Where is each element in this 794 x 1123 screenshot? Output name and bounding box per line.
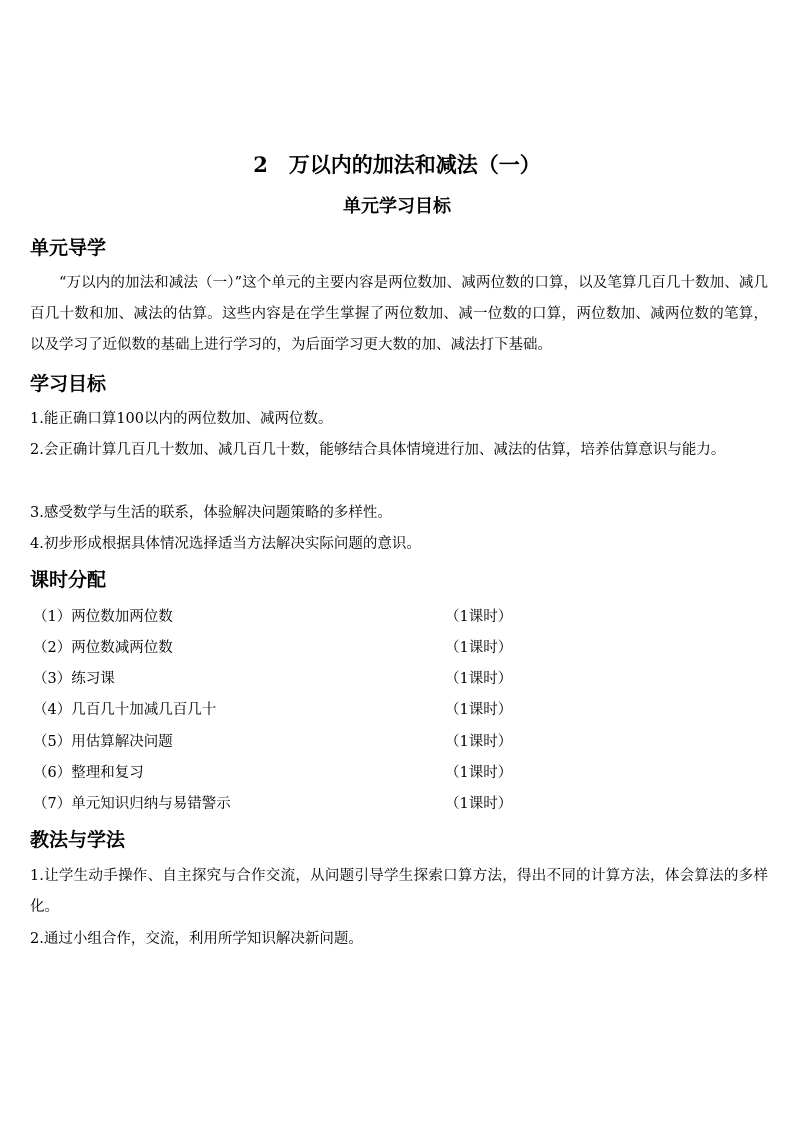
schedule-lesson-hours: （1课时）	[445, 609, 513, 625]
objective-item: 4.初步形成根据具体情况选择适当方法解决实际问题的意识。	[30, 536, 421, 552]
method-item: 2.通过小组合作，交流，利用所学知识解决新问题。	[30, 931, 363, 947]
schedule-row	[33, 668, 553, 690]
section-heading-objectives: 学习目标	[30, 373, 107, 395]
section-heading-methods: 教法与学法	[30, 829, 126, 851]
schedule-row	[33, 699, 553, 721]
objective-item: 3.感受数学与生活的联系，体验解决问题策略的多样性。	[30, 505, 392, 521]
schedule-row	[33, 762, 553, 784]
schedule-row	[33, 606, 553, 628]
schedule-lesson-name: （2）两位数减两位数	[33, 640, 173, 656]
schedule-lesson-name: （1）两位数加两位数	[33, 609, 173, 625]
schedule-row	[33, 793, 553, 815]
schedule-lesson-hours: （1课时）	[445, 796, 513, 812]
section-heading-schedule: 课时分配	[30, 569, 107, 591]
document-subtitle: 单元学习目标	[343, 196, 451, 217]
schedule-lesson-hours: （1课时）	[445, 734, 513, 750]
schedule-lesson-name: （4）几百几十加减几百几十	[33, 702, 217, 718]
schedule-lesson-hours: （1课时）	[445, 702, 513, 718]
guide-paragraph: “万以内的加法和减法（一）”这个单元的主要内容是两位数加、减两位数的口算，以及笔算几百几十数加、减几百几十数和加、减法的估算。这些内容是在学生掌握了两位数加、减一位数的口算，两位数加、减两位数的笔算，以及学习了近似数的基础上进行学习的，为后面学习更大数的加、减法打下基础。	[30, 275, 768, 353]
schedule-lesson-name: （3）练习课	[33, 671, 115, 687]
schedule-lesson-name: （7）单元知识归纳与易错警示	[33, 796, 231, 812]
objective-item: 2.会正确计算几百几十数加、减几百几十数，能够结合具体情境进行加、减法的估算，培养估算意识与能力。	[30, 442, 726, 458]
objective-item: 1.能正确口算100以内的两位数加、减两位数。	[30, 411, 333, 427]
section-heading-guide: 单元导学	[30, 237, 107, 259]
schedule-row	[33, 731, 553, 753]
schedule-lesson-hours: （1课时）	[445, 765, 513, 781]
schedule-lesson-hours: （1课时）	[445, 671, 513, 687]
schedule-lesson-name: （6）整理和复习	[33, 765, 144, 781]
method-item: 1.让学生动手操作、自主探究与合作交流，从问题引导学生探索口算方法，得出不同的计算方法，体会算法的多样化。	[30, 868, 768, 915]
document-title: 2 万以内的加法和减法（一）	[253, 152, 541, 177]
schedule-lesson-name: （5）用估算解决问题	[33, 734, 173, 750]
schedule-lesson-hours: （1课时）	[445, 640, 513, 656]
schedule-row	[33, 637, 553, 659]
